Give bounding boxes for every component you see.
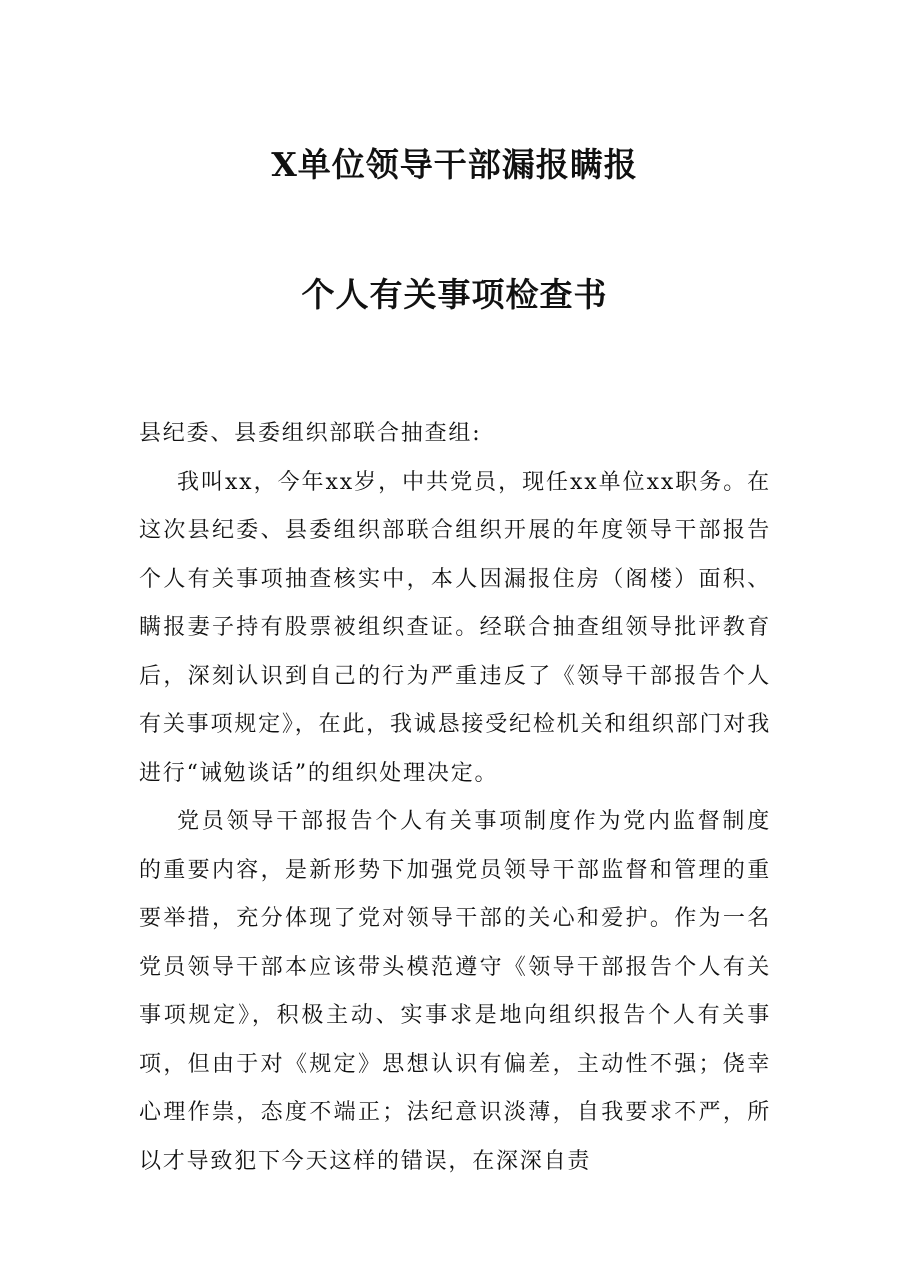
paragraph-2: 党员领导干部报告个人有关事项制度作为党内监督制度的重要内容，是新形势下加强党员领导干部监督和管理的重要举措，充分体现了党对领导干部的关心和爱护。作为一名党员领导干部本应该带头模范遵守《领导干部报告个人有关事项规定》，积极主动、实事求是地向组织报告个人有关事项，但由于对《规定》思想认识有偏差，主动性不强；侥幸心理作祟，态度不端正；法纪意识淡薄，自我要求不严，所以才导致犯下今天这样的错误，在深深自责 [139,809,771,1174]
paragraph-1: 我叫xx，今年xx岁，中共党员，现任xx单位xx职务。在这次县纪委、县委组织部联合组织开展的年度领导干部报告个人有关事项抽查核实中，本人因漏报住房（阁楼）面积、瞒报妻子持有股票被组织查证。经联合抽查组领导批评教育后，深刻认识到自己的行为严重违反了《领导干部报告个人有关事项规定》，在此，我诚恳接受纪检机关和组织部门对我进行“诫勉谈话”的组织处理决定。 [139,469,771,786]
document-title-line2: 个人有关事项检查书 [301,275,608,314]
document-body [139,410,771,1186]
salutation: 县纪委、县委组织部联合抽查组: [139,421,482,446]
document-title-line1: X单位领导干部漏报瞒报 [271,145,638,184]
